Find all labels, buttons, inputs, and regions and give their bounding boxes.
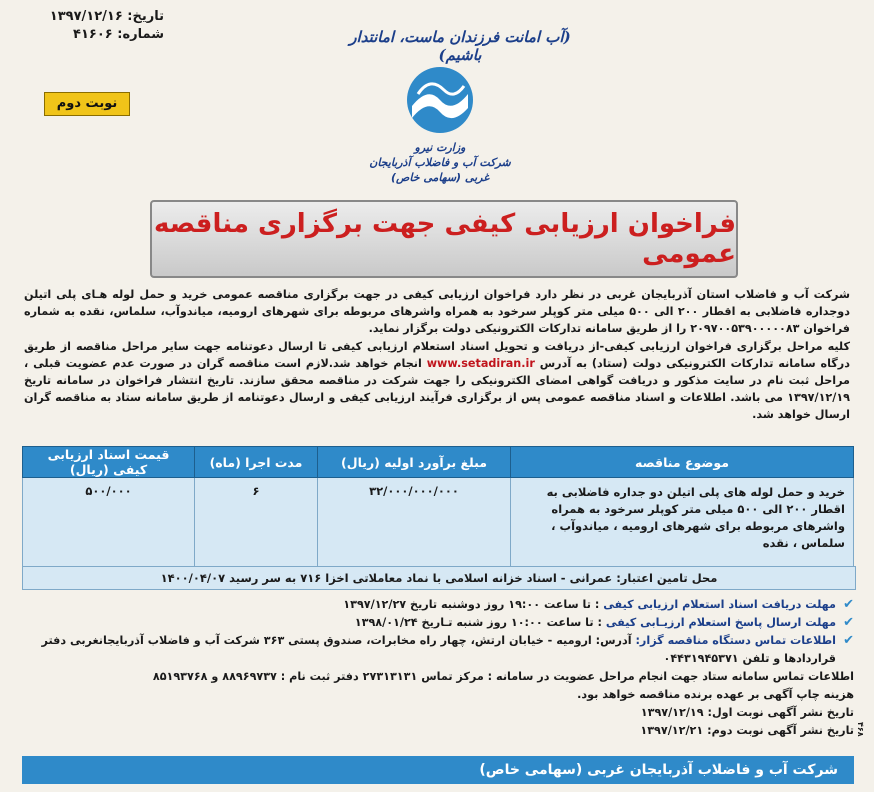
list-item (22, 632, 854, 668)
website-link[interactable]: www.setadiran.ir (426, 357, 535, 370)
deadline-submit-value: : تا ساعت ۱۰:۰۰ روز شنبه تـاریخ ۱۳۹۸/۰۱/۲۴ (354, 616, 602, 629)
table-row (23, 478, 854, 569)
side-code: ۴۶۸ (856, 722, 865, 737)
paragraph-1: شرکت آب و فاضلاب استان آذربایجان غربی در نظر دارد فراخوان ارزیابی کیفی در جهت برگزاری مناقصه عمومی خرید و حمل لوله هـای پلی اتیلن دوجداره فاضلابی به اقطار ۲۰۰ الی ۵۰۰ میلی متر کوپلر سرخود به همراه واشرهای مربوطه برای شهرهای ارومیه، میاندوآب، سلماس، نقده به شماره فراخوان ۲۰۹۷۰۰۵۳۹۰۰۰۰۰۸۳ را از طریق سامانه تدارکات الکترونیکی دولت برگزار نماید. (24, 288, 850, 335)
motto: (آب امانت فرزندان ماست، امانتدار باشیم) (349, 28, 571, 64)
second-round-badge: نوبت دوم (44, 92, 130, 116)
contact-label: اطلاعات تماس دستگاه مناقصه گزار: (635, 634, 836, 647)
check-icon: ✔ (843, 633, 854, 648)
contact-value: آدرس: ارومیه - خیابان ارتش، چهار راه مخابرات، صندوق پستی ۳۶۳ شرکت آب و فاضلاب آذربایجانغربی دفتر قراردادها و تلفن ۰۴۴۳۱۹۴۵۳۷۱ (41, 634, 836, 665)
title-banner (150, 200, 738, 278)
deadline-receive-value: : تا ساعت ۱۹:۰۰ روز دوشنبه تاریخ ۱۳۹۷/۱۲/۲۷ (343, 598, 600, 611)
list-item (22, 614, 854, 632)
cell-doc-price: ۵۰۰/۰۰۰ (23, 478, 195, 569)
deadline-submit-label: مهلت ارسال پاسخ استعلام ارزیـابی کیفی (605, 616, 836, 629)
header-subject: موضوع مناقصه (511, 447, 854, 478)
funding-source: محل تامین اعتبار: عمرانی - اسناد خزانه اسلامی با نماد معاملاتی اخزا ۷۱۶ به سر رسید ۱۴۰۰/۰۴/۰۷ (22, 566, 856, 590)
setad-contact: اطلاعات تماس سامانه ستاد جهت انجام مراحل عضویت در سامانه : مرکز تماس ۲۷۳۱۳۱۳۱ دفتر ثبت نام : ۸۸۹۶۹۷۳۷ و ۸۵۱۹۳۷۶۸ (152, 670, 854, 683)
details-list (22, 596, 854, 740)
date-number-block (14, 8, 164, 44)
cell-duration: ۶ (195, 478, 318, 569)
paragraph-2 (24, 338, 850, 423)
paragraph-2-start: کلیه مراحل برگزاری فراخوان ارزیابی کیفی-از دریافت و تحویل اسناد استعلام ارزیابی کیفی تا ارسال دعوتنامه جهت سایر مراحل مناقصه از طریق درگاه سامانه تدارکات الکترونیکی دولت (ستاد) به آدرس (24, 340, 850, 370)
list-item (22, 596, 854, 614)
footer-company: شرکت آب و فاضلاب آذربایجان غربی (سهامی خاص) (22, 756, 854, 784)
header-estimate: مبلغ برآورد اولیه (ریال) (318, 447, 511, 478)
check-icon: ✔ (843, 597, 854, 612)
table-header-row (23, 447, 854, 478)
water-drop-logo-icon (404, 60, 476, 140)
ministry-name: وزارت نیرو (414, 141, 466, 154)
deadline-receive-label: مهلت دریافت اسناد استعلام ارزیابی کیفی (603, 598, 836, 611)
company-name: شرکت آب و فاضلاب آذربایجان غربی (سهامی خاص) (369, 156, 511, 184)
ministry-block (360, 140, 520, 185)
cell-subject: خرید و حمل لوله های پلی اتیلن دو جداره فاضلابی به اقطار ۲۰۰ الی ۵۰۰ میلی متر کوپلر سرخود به همراه واشرهای مربوطه برای شهرهای ارومیه ، میاندوآب ، سلماس ، نقده (511, 478, 854, 569)
header-doc-price: قیمت اسناد ارزیابی کیفی (ریال) (23, 447, 195, 478)
paragraph-2-end: انجام خواهد شد.لازم است مناقصه گران در صورت عدم عضویت قبلی ، مراحل ثبت نام در سایت مذکور و دریافت گواهی امضای الکترونیکی را جهت شرکت در مناقصه محقق سازند. تاریخ انتشار فراخوان در سامانه تاریخ ۱۳۹۷/۱۲/۱۹ می باشد. اطلاعات و اسناد مناقصه عمومی پس از برگزاری فرآیند ارزیابی کیفی و ارسال دعوتنامه از طریق سامانه ستاد به مناقصه گران ارسال خواهد شد. (24, 357, 850, 421)
date-value: ۱۳۹۷/۱۲/۱۶ (49, 9, 123, 24)
date-label: تاریخ: (127, 9, 164, 24)
ad-cost-note: هزینه چاپ آگهی بر عهده برنده مناقصه خواهد بود. (577, 688, 854, 701)
check-icon: ✔ (843, 615, 854, 630)
header-duration: مدت اجرا (ماه) (195, 447, 318, 478)
first-publish-date: تاریخ نشر آگهی نوبت اول: ۱۳۹۷/۱۲/۱۹ (640, 706, 854, 719)
number-label: شماره: (117, 27, 164, 42)
number-value: ۴۱۶۰۶ (73, 27, 113, 42)
notice-title: فراخوان ارزیابی کیفی جهت برگزاری مناقصه عمومی (154, 209, 736, 269)
notice-body (24, 286, 850, 424)
cell-estimate: ۳۲/۰۰۰/۰۰۰/۰۰۰ (318, 478, 511, 569)
second-publish-date: تاریخ نشر آگهی نوبت دوم: ۱۳۹۷/۱۲/۲۱ (640, 724, 854, 737)
tender-table (22, 446, 854, 569)
